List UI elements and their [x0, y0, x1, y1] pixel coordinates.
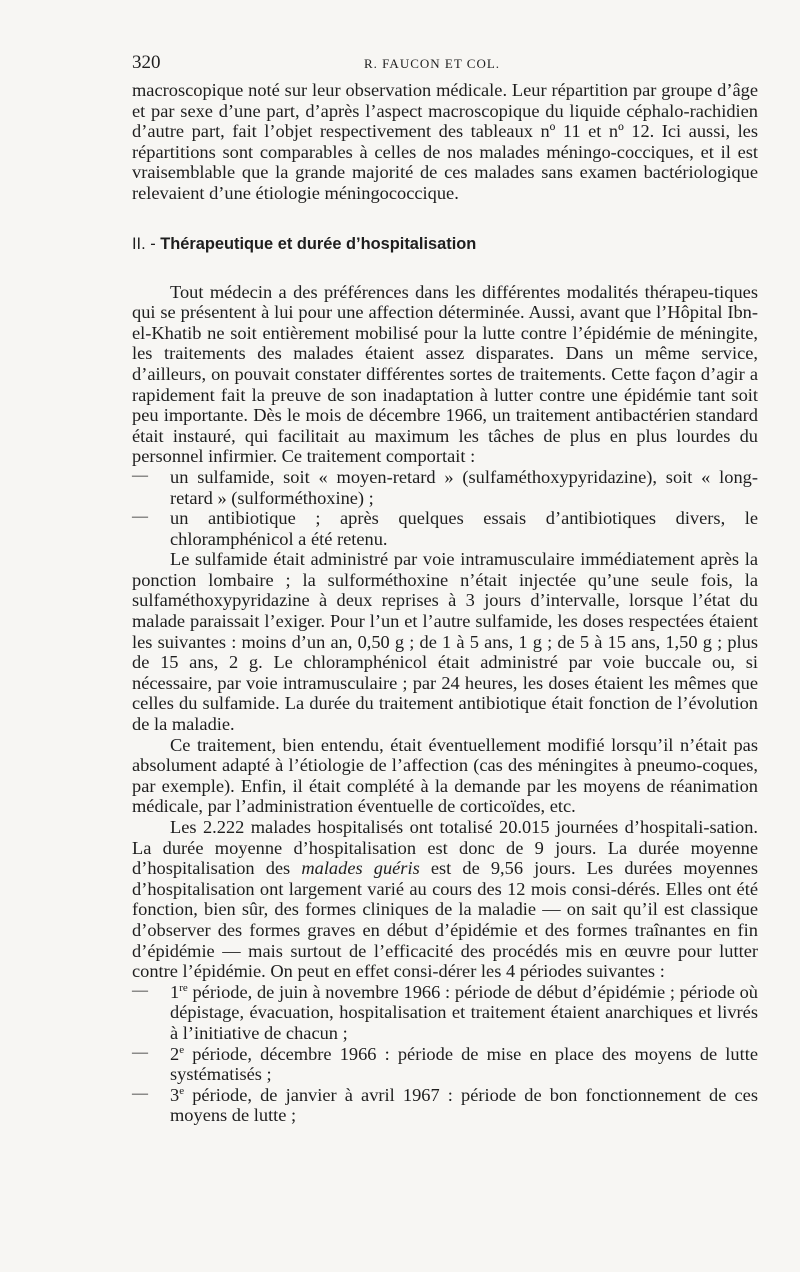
list-item-text: un antibiotique ; après quelques essais d’antibiotiques divers, le chloramphénicol a été retenu.: [170, 508, 758, 549]
section-heading: [132, 235, 758, 254]
paragraph-hospitalisation: [132, 817, 758, 982]
section-title: Thérapeutique et durée d’hospitalisation: [160, 234, 477, 253]
period-ordinal: 3: [170, 1084, 180, 1105]
document-page: [132, 52, 758, 1126]
period-ordinal: 1: [170, 981, 180, 1002]
list-item: [132, 508, 758, 549]
paragraph-treatment-intro: Tout médecin a des préférences dans les différentes modalités thérapeu-tiques qui se présentent à lui pour une affection déterminée. Aussi, avant que l’Hôpital Ibn-el-Khatib ne soit entièrement mobilisé pour la lutte contre l’épidémie de méningite, les traitements des malades étaient assez disparates. Dans un même service, d’ailleurs, on pouvait constater différentes sortes de traitements. Cette façon d’agir a rapidement fait la preuve de son inadaptation à lutter contre une épidémie tant soit peu importante. Dès le mois de décembre 1966, un traitement antibactérien standard était instauré, qui facilitait au maximum les tâches de plus en plus lourdes du personnel infirmier. Ce traitement comportait :: [132, 281, 758, 467]
list-item: [132, 467, 758, 508]
period-item: [132, 1044, 758, 1085]
period-ordinal: 2: [170, 1043, 180, 1064]
ordinal-suffix: re: [179, 981, 188, 994]
period-text: période, de juin à novembre 1966 : période de début d’épidémie ; période où dépistage, évacuation, hospitalisation et traitement étaient anarchiques et livrés à l’initiative de chacun ;: [170, 981, 758, 1043]
dash-marker: —: [132, 466, 148, 484]
page-header: [132, 52, 758, 80]
text-run: Les 2.222 malades hospitalisés ont totalisé 20.015 journées d’hospitali-sation. La durée moyenne d’hospitalisation est donc de 9 jours. La durée moyenne d’hospitalisation des: [132, 817, 758, 879]
dash-marker: —: [132, 508, 148, 526]
dash-marker: —: [132, 1084, 148, 1102]
period-text: période, de janvier à avril 1967 : période de bon fonctionnement de ces moyens de lutte ;: [170, 1084, 758, 1126]
list-item-text: un sulfamide, soit « moyen-retard » (sulfaméthoxypyridazine), soit « long-retard » (sulforméthoxine) ;: [170, 466, 758, 508]
ordinal-suffix: e: [179, 1043, 185, 1056]
page-number: 320: [132, 52, 161, 73]
running-title: R. FAUCON ET COL.: [364, 56, 501, 71]
section-number: II. -: [132, 234, 156, 253]
period-item: [132, 1085, 758, 1126]
period-item: [132, 982, 758, 1044]
period-text: période, décembre 1966 : période de mise en place des moyens de lutte systématisés ;: [170, 1043, 758, 1085]
ordinal-suffix: e: [179, 1084, 185, 1097]
paragraph-sulfamide: Le sulfamide était administré par voie intramusculaire immédiatement après la ponction lombaire ; la sulforméthoxine n’était injectée qu’une seule fois, la sulfaméthoxypyridazine à deux reprises à 3 jours d’intervalle, lorsque l’état du malade paraissait l’exiger. Pour l’un et l’autre sulfamide, les doses respectées étaient les suivantes : moins d’un an, 0,50 g ; de 1 à 5 ans, 1 g ; de 5 à 15 ans, 1,50 g ; plus de 15 ans, 2 g. Le chloramphénicol était administré par voie buccale ou, si nécessaire, par voie intramusculaire ; par 24 heures, les doses étaient les mêmes que celles du sulfamide. La durée du traitement antibiotique était fonction de l’évolution de la maladie.: [132, 549, 758, 735]
paragraph-continued: macroscopique noté sur leur observation médicale. Leur répartition par groupe d’âge et par sexe d’une part, d’après l’aspect macroscopique du liquide céphalo-rachidien d’autre part, fait l’objet respectivement des tableaux nº 11 et nº 12. Ici aussi, les répartitions sont comparables à celles de nos malades méningo-cocciques, et il est vraisemblable que la grande majorité de ces malades sans examen bactériologique relevaient d’une étiologie méningococcique.: [132, 80, 758, 203]
text-run: est de 9,56 jours. Les durées moyennes d’hospitalisation ont largement varié au cours des 12 mois consi-dérés. Elles ont été fonction, bien sûr, des formes cliniques de la maladie — on sait qu’il est classique d’observer des formes graves en début d’épidémie et des formes traînantes en fin d’épidémie — mais surtout de l’efficacité des procédés mis en œuvre pour lutter contre l’épidémie. On peut en effet consi-dérer les 4 périodes suivantes :: [132, 858, 758, 982]
emphasis-text: malades guéris: [301, 858, 420, 879]
paragraph-adaptation: Ce traitement, bien entendu, était éventuellement modifié lorsqu’il n’était pas absolument adapté à l’étiologie de l’affection (cas des méningites à pneumo-coques, par exemple). Enfin, il était complété à la demande par les moyens de réanimation médicale, par l’administration éventuelle de corticoïdes, etc.: [132, 734, 758, 817]
dash-marker: —: [132, 981, 148, 999]
dash-marker: —: [132, 1043, 148, 1061]
